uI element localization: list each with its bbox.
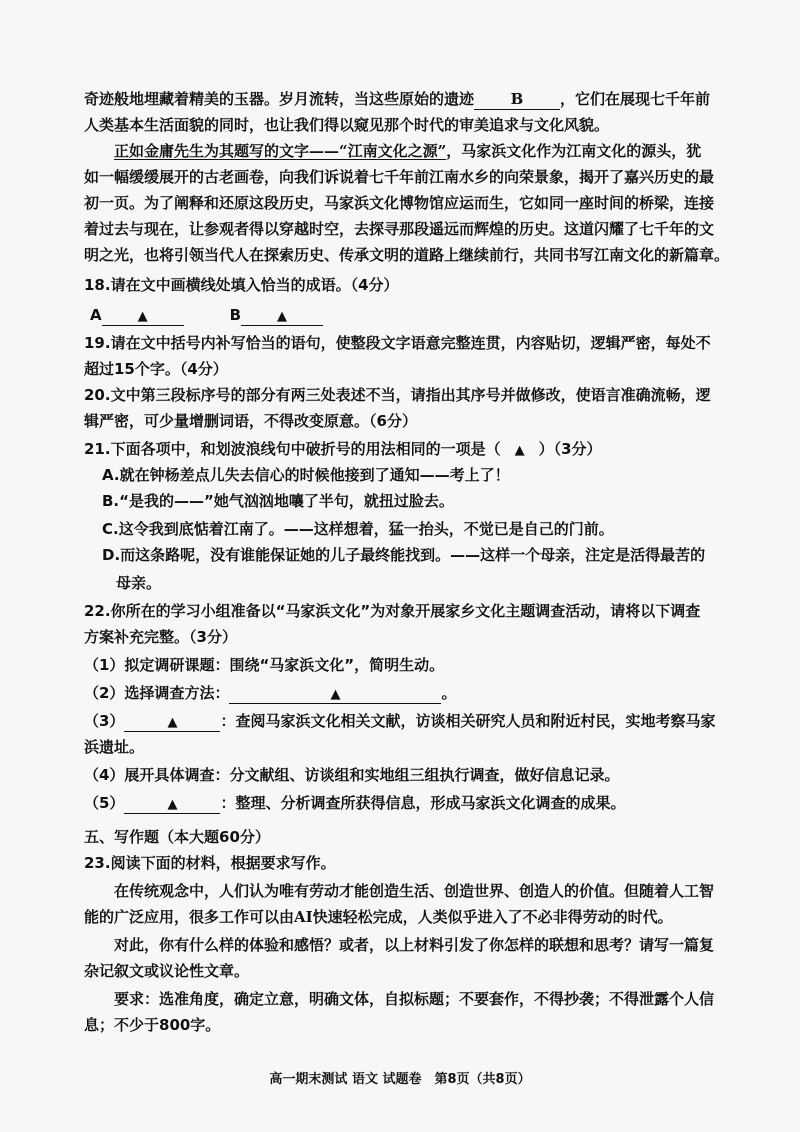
passage-p1-line2: 人类基本生活面貌的同时，也让我们得以窥见那个时代的审美追求与文化风貌。 <box>84 116 610 134</box>
q18-label-a: A <box>90 306 102 324</box>
passage-text: ，马家浜文化作为江南文化的源头，犹 <box>446 142 702 160</box>
q22-blank-3[interactable] <box>124 711 220 732</box>
answer-marker-icon: ▲ <box>330 687 341 702</box>
q23-prompt-line1: 对此，你有什么样的体验和感悟？或者，以上材料引发了你怎样的联想和思考？请写一篇复 <box>114 936 715 954</box>
q22-step-4: （4）展开具体调查：分文献组、访谈组和实地组三组执行调查，做好信息记录。 <box>84 766 620 784</box>
q22-step-3-text: ：查阅马家浜文化相关文献，访谈相关研究人员和附近村民，实地考察马家 <box>220 712 716 730</box>
q22-blank-2[interactable] <box>229 683 441 704</box>
passage-text: ，它们在展现七千年前 <box>560 90 711 108</box>
passage-text: 奇迹般地埋藏着精美的玉器。岁月流转，当这些原始的遗迹 <box>84 90 475 108</box>
q22-step-2 <box>84 680 456 706</box>
answer-marker-icon: ▲ <box>137 309 148 324</box>
passage-p2-line2: 如一幅缓缓展开的古老画卷，向我们诉说着七千年前江南水乡的向荣景象，揭开了嘉兴历史的最 <box>84 168 715 186</box>
question-20-line2: 辑严密，可少量增删词语，不得改变原意。（6分） <box>84 412 417 430</box>
q23-requirements-line2: 息；不少于800字。 <box>84 1016 221 1034</box>
q18-blank-a[interactable] <box>102 305 184 326</box>
question-23-stem: 23.阅读下面的材料，根据要求写作。 <box>84 854 336 872</box>
q23-requirements-line1: 要求：选准角度，确定立意，明确文体，自拟标题；不要套作，不得抄袭；不得泄露个人信 <box>114 990 715 1008</box>
q22-step-3-line2: 浜遗址。 <box>84 738 145 756</box>
blank-b-label: B <box>510 90 524 108</box>
q18-blank-b[interactable] <box>241 305 323 326</box>
q22-step-5-text: ：整理、分析调查所获得信息，形成马家浜文化调查的成果。 <box>220 794 626 812</box>
q22-step-3 <box>84 708 715 734</box>
q21-stem-score: ）（3分） <box>538 440 602 458</box>
q22-blank-5[interactable] <box>124 793 220 814</box>
passage-p1-line1 <box>84 86 710 112</box>
question-18: 18.请在文中画横线处填入恰当的成语。（4分） <box>84 276 399 294</box>
answer-marker-icon: ▲ <box>167 715 178 730</box>
question-20-line1: 20.文中第三段标序号的部分有两三处表述不当，请指出其序号并做修改，使语言准确流畅，逻 <box>84 386 711 404</box>
q22-step-3-label: （3） <box>84 712 125 730</box>
q22-step-2-end: 。 <box>441 684 457 702</box>
q21-option-d-line1[interactable]: D.而这条路呢，没有谁能保证她的儿子最终能找到。——这样一个母亲，注定是活得最苦的 <box>102 546 706 564</box>
q23-material-line1: 在传统观念中，人们认为唯有劳动才能创造生活、创造世界、创造人的价值。但随着人工智 <box>114 882 715 900</box>
q21-option-b[interactable]: B.“是我的——”她气汹汹地嚷了半句，就扭过脸去。 <box>102 492 454 510</box>
q21-option-d-line2: 母亲。 <box>116 574 162 592</box>
passage-p2-line4: 着过去与现在，让参观者得以穿越时空，去探寻那段遥远而辉煌的历史。这道闪耀了七千年的文 <box>84 220 715 238</box>
q21-option-c[interactable]: C.这令我到底惦着江南了。——这样想着，猛一抬头，不觉已是自己的门前。 <box>102 520 614 538</box>
page-footer: 高一期末测试 语文 试题卷 第8页（共8页） <box>269 1072 531 1087</box>
q21-stem-text: 21.下面各项中，和划波浪线句中破折号的用法相同的一项是（ <box>84 440 501 458</box>
question-19-line2: 超过15个字。（4分） <box>84 360 228 378</box>
passage-p2-line3: 初一页。为了阐释和还原这段历史，马家浜文化博物馆应运而生，它如同一座时间的桥梁，连接 <box>84 194 715 212</box>
answer-marker-icon: ▲ <box>167 797 178 812</box>
section-5-heading: 五、写作题（本大题60分） <box>84 828 270 846</box>
question-22-line2: 方案补充完整。（3分） <box>84 628 237 646</box>
question-19-line1: 19.请在文中括号内补写恰当的语句，使整段文字语意完整连贯，内容贴切，逻辑严密，每处不 <box>84 334 711 352</box>
q22-step-5-label: （5） <box>84 794 125 812</box>
q21-option-a[interactable]: A.就在钟杨差点儿失去信心的时候他接到了通知——考上了！ <box>102 466 510 484</box>
passage-p2-line5: 明之光，也将引领当代人在探索历史、传承文明的道路上继续前行，共同书写江南文化的新篇章。 <box>84 246 730 264</box>
q23-material-line2: 能的广泛应用，很多工作可以由AI快速轻松完成，人类似乎进入了不必非得劳动的时代。 <box>84 908 673 926</box>
q23-prompt-line2: 杂记叙文或议论性文章。 <box>84 962 250 980</box>
answer-marker-icon: ▲ <box>277 309 288 324</box>
q22-step-1: （1）拟定调研课题：围绕“马家浜文化”，简明生动。 <box>84 656 445 674</box>
q22-step-5 <box>84 790 625 816</box>
question-21-stem <box>84 436 602 464</box>
blank-b[interactable] <box>474 89 560 110</box>
q18-answer-row <box>90 302 323 328</box>
question-22-line1: 22.你所在的学习小组准备以“马家浜文化”为对象开展家乡文化主题调查活动，请将以下调查 <box>84 602 701 620</box>
answer-marker-icon[interactable]: ▲ <box>514 443 525 458</box>
q18-label-b: B <box>229 306 242 324</box>
q22-step-2-label: （2）选择调查方法： <box>84 684 230 702</box>
passage-p2-line1 <box>114 138 701 164</box>
underlined-sentence: 正如金庸先生为其题写的文字——“江南文化之源” <box>114 142 447 160</box>
